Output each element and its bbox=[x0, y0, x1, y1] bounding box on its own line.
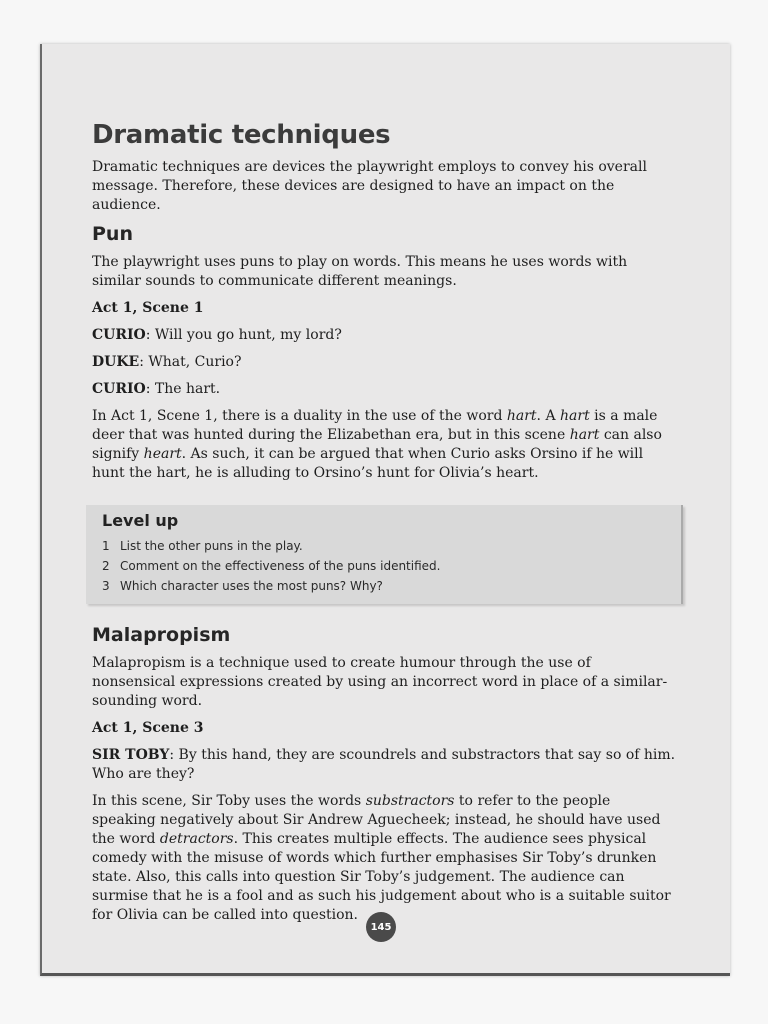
page-content bbox=[92, 120, 677, 933]
speaker-name: DUKE bbox=[92, 354, 140, 370]
pun-heading: Pun bbox=[92, 223, 133, 245]
italic-word: hart bbox=[569, 427, 600, 443]
malapropism-scene-heading: Act 1, Scene 3 bbox=[92, 720, 204, 736]
dialogue-line: SIR TOBY: By this hand, they are scoundrels and substractors that say so of him. Who are they? bbox=[92, 747, 676, 782]
dialogue-text: By this hand, they are scoundrels and substractors that say so of him. Who are they? bbox=[92, 747, 676, 782]
item-number: 2 bbox=[102, 559, 110, 573]
item-number: 1 bbox=[102, 539, 110, 553]
italic-word: detractors bbox=[159, 831, 234, 847]
text-run: In this scene, Sir Toby uses the words bbox=[92, 793, 366, 809]
level-up-box bbox=[86, 505, 683, 604]
italic-word: hart bbox=[560, 408, 590, 424]
speaker-name: CURIO bbox=[92, 327, 146, 343]
dialogue-line: CURIO: Will you go hunt, my lord? bbox=[92, 327, 342, 343]
intro-paragraph: Dramatic techniques are devices the playwright employs to convey his overall message. Therefore, these devices are designed to have an impact on the audience. bbox=[92, 159, 647, 213]
italic-word: substractors bbox=[365, 793, 455, 809]
dialogue-line: DUKE: What, Curio? bbox=[92, 354, 242, 370]
dialogue-text: The hart. bbox=[150, 381, 221, 397]
pun-analysis bbox=[92, 407, 677, 483]
text-run: is a male deer that was hunted during the Elizabethan era, but in this scene bbox=[92, 408, 658, 443]
text-run: . As such, it can be argued that when Curio asks Orsino if he will hunt the hart, he is alluding to Orsino’s hunt for Olivia’s heart. bbox=[92, 446, 644, 481]
text-run: can also signify bbox=[92, 427, 662, 462]
italic-word: hart bbox=[506, 408, 537, 424]
text-run: . This creates multiple effects. The audience sees physical comedy with the misuse of words which further emphasises Sir Toby’s drunken state. Also, this calls into question Sir Toby’s judgement. The audience can surmise that he is a fool and as such his judgement about who is a suitable suitor for Olivia can be called into question. bbox=[92, 831, 671, 923]
list-item bbox=[102, 536, 671, 556]
italic-word: heart bbox=[143, 446, 182, 462]
item-text: Which character uses the most puns? Why? bbox=[120, 579, 383, 593]
text-run: . A bbox=[536, 408, 561, 424]
pun-scene-heading: Act 1, Scene 1 bbox=[92, 300, 204, 316]
item-number: 3 bbox=[102, 579, 110, 593]
speaker-name: SIR TOBY bbox=[92, 747, 170, 763]
pun-intro: The playwright uses puns to play on words. This means he uses words with similar sounds to communicate different meanings. bbox=[92, 254, 628, 289]
book-page bbox=[40, 44, 730, 976]
item-text: Comment on the effectiveness of the puns identified. bbox=[120, 559, 441, 573]
item-text: List the other puns in the play. bbox=[120, 539, 303, 553]
page-number-badge: 145 bbox=[366, 912, 396, 942]
speaker-name: CURIO bbox=[92, 381, 146, 397]
dialogue-text: What, Curio? bbox=[143, 354, 242, 370]
level-up-heading: Level up bbox=[102, 511, 179, 530]
dialogue-line: CURIO: The hart. bbox=[92, 381, 221, 397]
level-up-list bbox=[102, 536, 671, 596]
malapropism-analysis bbox=[92, 792, 677, 925]
text-run: In Act 1, Scene 1, there is a duality in the use of the word bbox=[92, 408, 507, 424]
list-item bbox=[102, 576, 671, 596]
malapropism-intro: Malapropism is a technique used to create humour through the use of nonsensical expressions created by using an incorrect word in place of a similar-sounding word. bbox=[92, 655, 668, 709]
page-title: Dramatic techniques bbox=[92, 120, 391, 150]
dialogue-text: Will you go hunt, my lord? bbox=[150, 327, 342, 343]
list-item bbox=[102, 556, 671, 576]
malapropism-heading: Malapropism bbox=[92, 624, 231, 646]
text-run: to refer to the people speaking negatively about Sir Andrew Aguecheek; instead, he should have used the word bbox=[92, 793, 661, 847]
